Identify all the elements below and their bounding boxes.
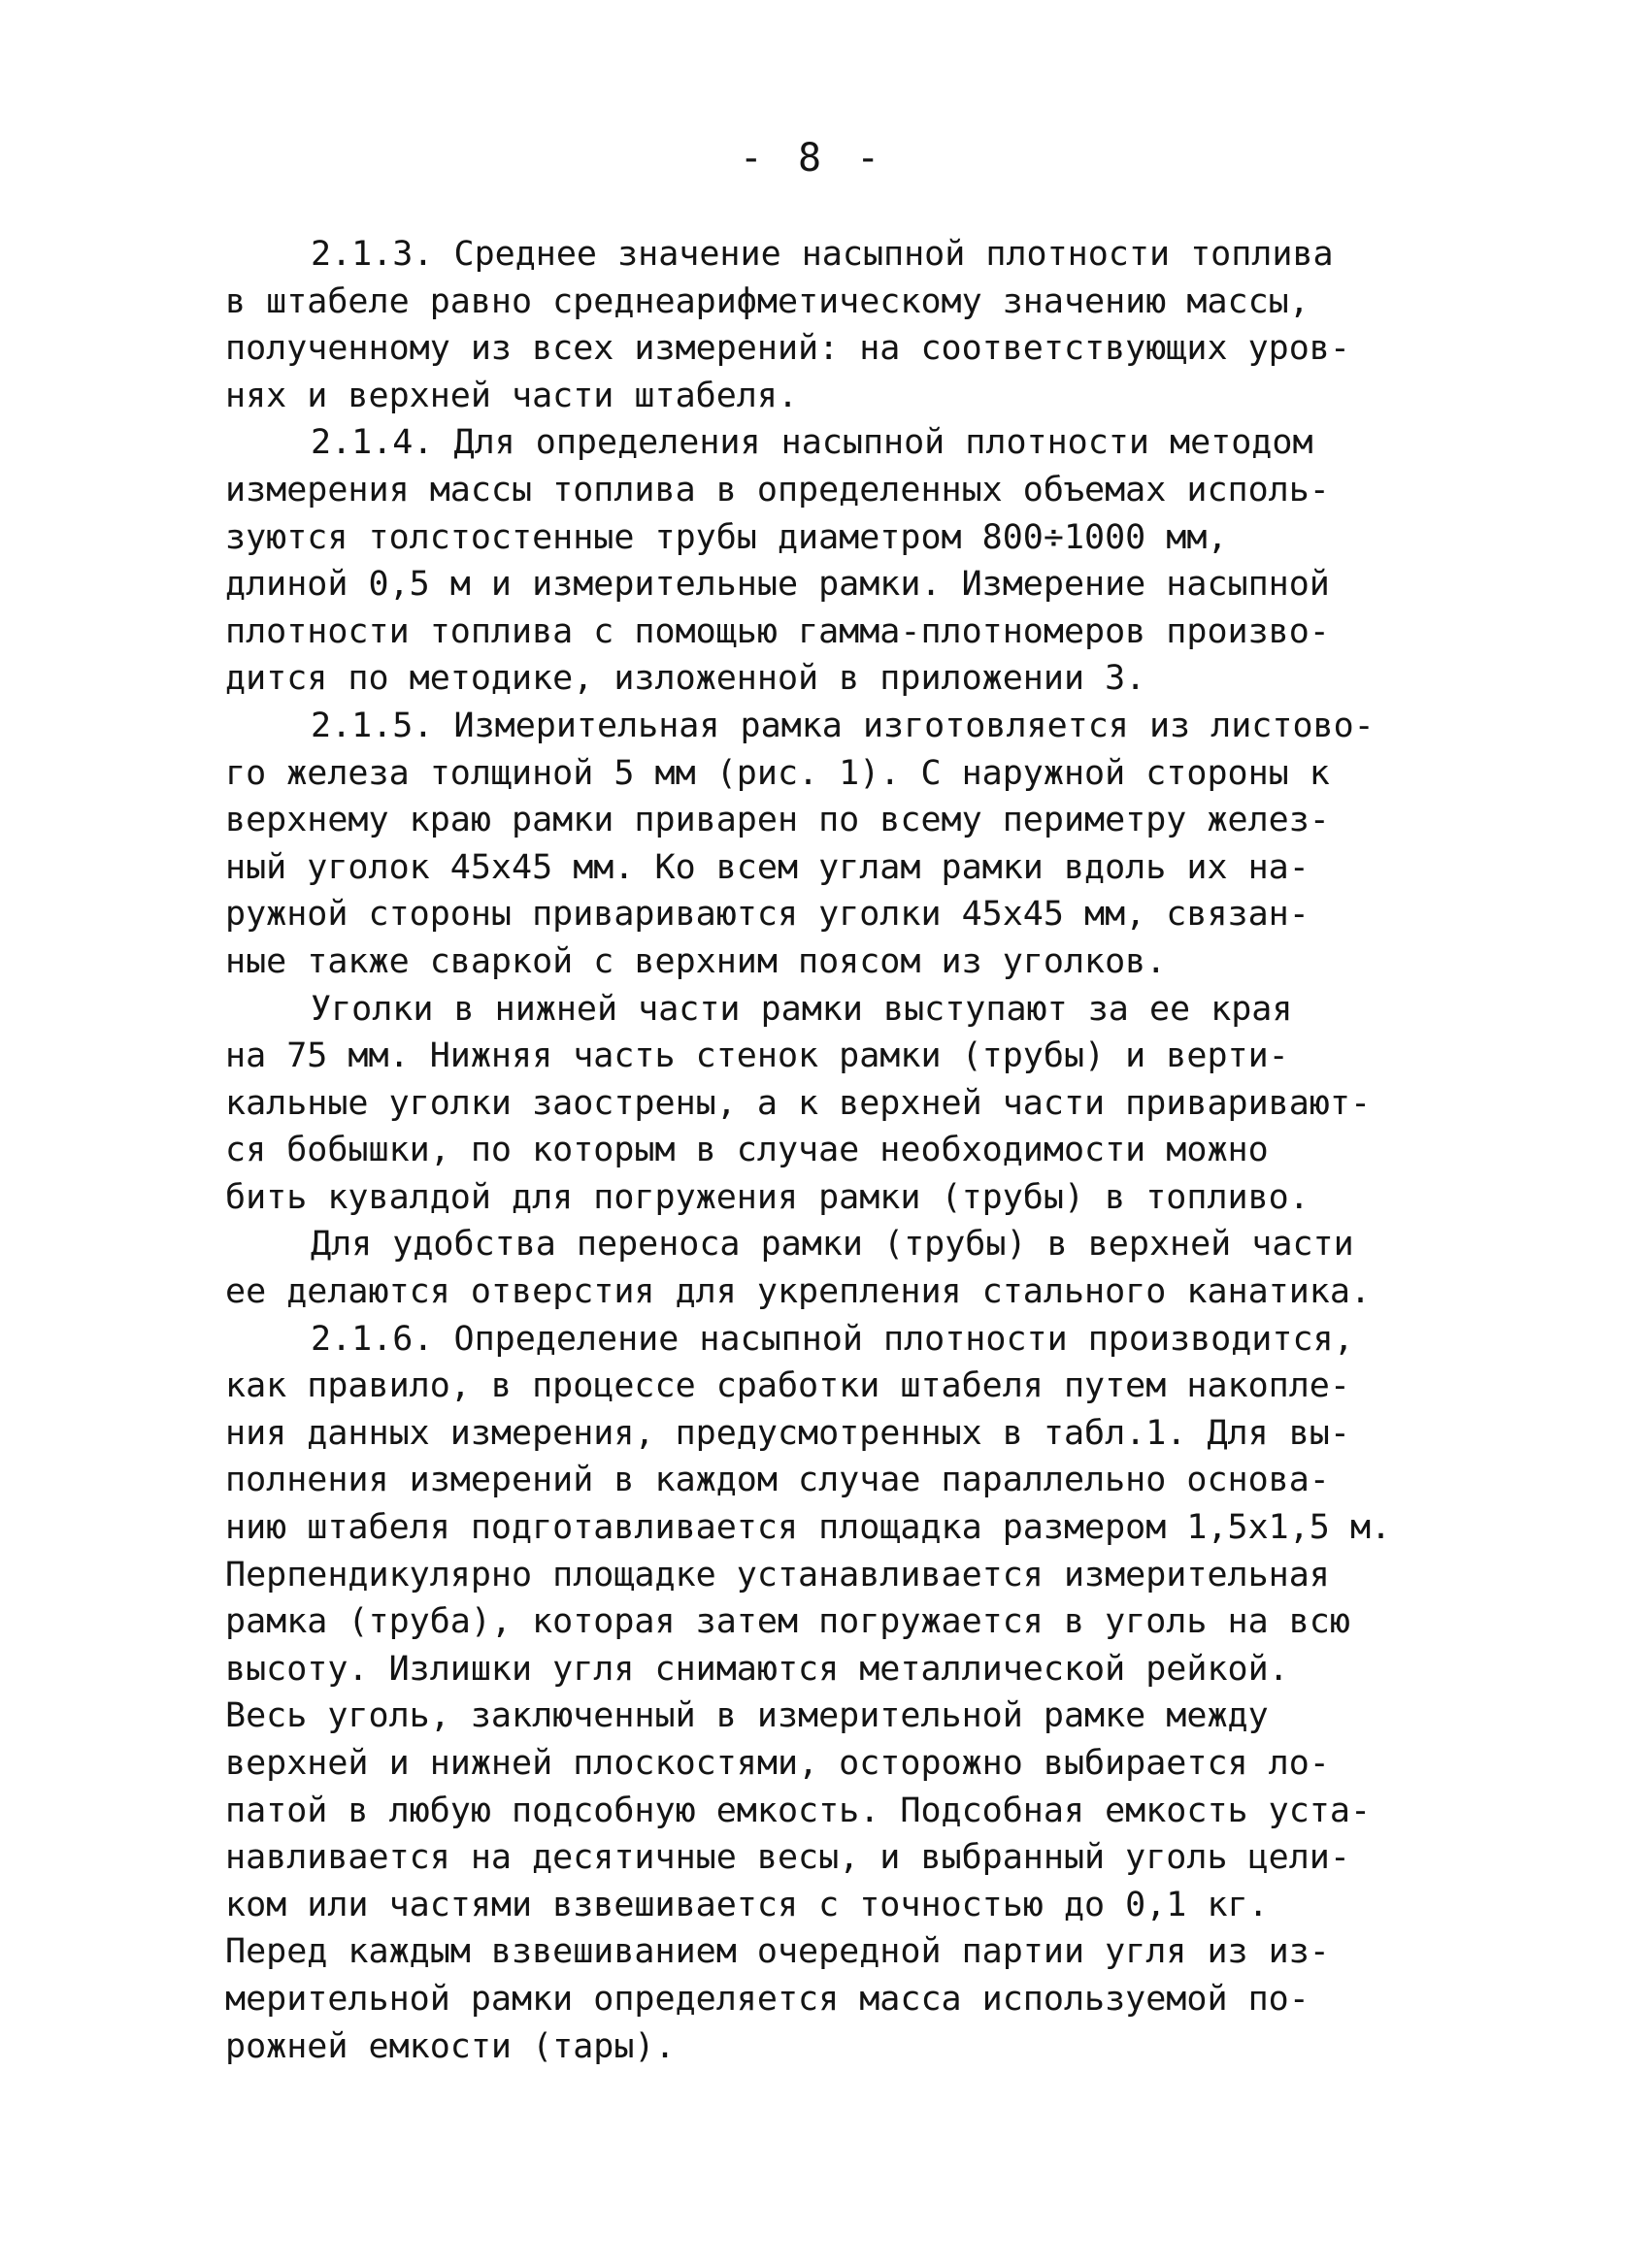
text-line: Весь уголь, заключенный в измерительной рамке между [225, 1696, 1269, 1736]
text-line: верхнему краю рамки приварен по всему периметру желез- [225, 801, 1330, 840]
text-line: дится по методике, изложенной в приложении 3. [225, 659, 1146, 699]
text-line: нях и верхней части штабеля. [225, 376, 799, 415]
text-line: верхней и нижней плоскостями, осторожно выбирается ло- [225, 1744, 1330, 1783]
text-line: Для удобства переноса рамки (трубы) в верхней части [311, 1225, 1354, 1265]
text-line: нию штабеля подготавливается площадка размером 1,5х1,5 м. [225, 1508, 1392, 1548]
text-line: 2.1.3. Среднее значение насыпной плотности топлива [311, 235, 1334, 274]
text-line: длиной 0,5 м и измерительные рамки. Измерение насыпной [225, 565, 1330, 605]
text-line: кальные уголки заострены, а к верхней части приваривают- [225, 1083, 1372, 1123]
text-line: плотности топлива с помощью гамма-плотномеров произво- [225, 611, 1330, 651]
text-line: измерения массы топлива в определенных объемах исполь- [225, 470, 1330, 509]
text-line: Перед каждым взвешиванием очередной партии угля из из- [225, 1932, 1330, 1972]
text-line: рожней емкости (тары). [225, 2026, 676, 2066]
text-line: как правило, в процессе сработки штабеля путем накопле- [225, 1366, 1350, 1406]
text-line: мерительной рамки определяется масса используемой по- [225, 1979, 1310, 2019]
text-line: ком или частями взвешивается с точностью до 0,1 кг. [225, 1885, 1269, 1924]
text-line: ся бобышки, по которым в случае необходимости можно [225, 1131, 1269, 1170]
text-line: 2.1.4. Для определения насыпной плотности методом [311, 423, 1313, 463]
text-line: полученному из всех измерений: на соответствующих уров- [225, 329, 1350, 369]
text-line: зуются толстостенные трубы диаметром 800÷1000 мм, [225, 517, 1228, 557]
text-line: го железа толщиной 5 мм (рис. 1). С наружной стороны к [225, 753, 1330, 793]
text-line: высоту. Излишки угля снимаются металлической рейкой. [225, 1649, 1289, 1689]
text-line: навливается на десятичные весы, и выбранный уголь цели- [225, 1838, 1350, 1878]
text-line: ее делаются отверстия для укрепления стального канатика. [225, 1272, 1372, 1312]
text-line: ружной стороны привариваются уголки 45х45 мм, связан- [225, 895, 1310, 935]
text-line: в штабеле равно среднеарифметическому значению массы, [225, 281, 1310, 321]
text-line: Перпендикулярно площадке устанавливается измерительная [225, 1555, 1330, 1594]
text-line: ния данных измерения, предусмотренных в табл.1. Для вы- [225, 1413, 1350, 1453]
text-line: 2.1.6. Определение насыпной плотности производится, [311, 1319, 1354, 1359]
text-line: полнения измерений в каждом случае параллельно основа- [225, 1461, 1330, 1500]
text-line: на 75 мм. Нижняя часть стенок рамки (трубы) и верти- [225, 1036, 1289, 1076]
text-line: Уголки в нижней части рамки выступают за ее края [311, 989, 1293, 1029]
text-line: ный уголок 45х45 мм. Ко всем углам рамки вдоль их на- [225, 847, 1310, 887]
text-line: 2.1.5. Измерительная рамка изготовляется из листово- [311, 706, 1375, 745]
text-line: рамка (труба), которая затем погружается в уголь на всю [225, 1602, 1350, 1642]
body-text [225, 231, 1516, 2070]
text-line: ные также сваркой с верхним поясом из уголков. [225, 941, 1167, 981]
text-line: патой в любую подсобную емкость. Подсобная емкость уста- [225, 1791, 1372, 1830]
text-line: бить кувалдой для погружения рамки (трубы) в топливо. [225, 1177, 1310, 1217]
page-number: - 8 - [739, 136, 886, 181]
